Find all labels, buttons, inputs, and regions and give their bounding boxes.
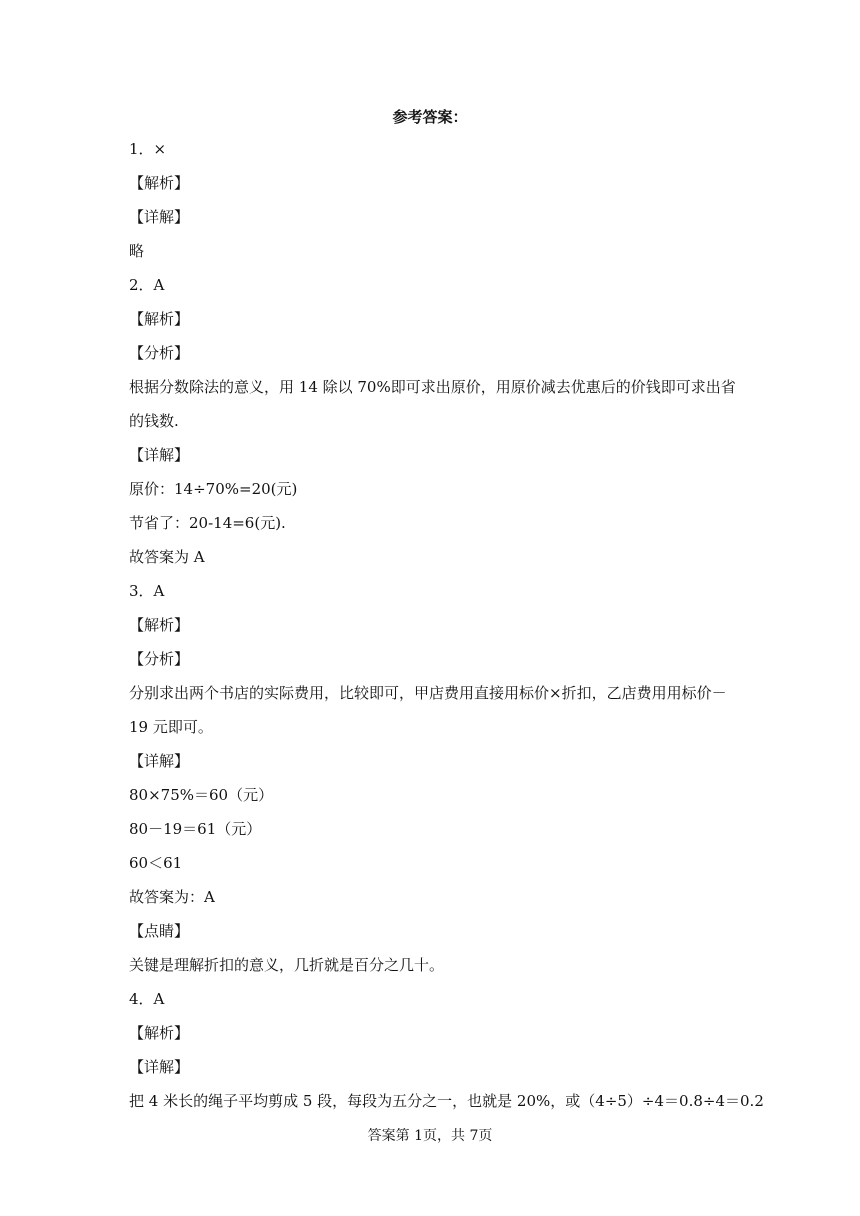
- answer-line: 节省了：20-14=6(元).: [129, 514, 286, 532]
- answer-line: 1．×: [129, 140, 167, 158]
- answer-line: 【解析】: [129, 1024, 190, 1042]
- answer-line: 【详解】: [129, 752, 190, 770]
- answer-line: 19 元即可。: [129, 718, 213, 736]
- answer-line: 故答案为：A: [129, 888, 215, 906]
- answer-line: 80－19＝61（元）: [129, 820, 262, 838]
- page-title: 参考答案：: [392, 108, 468, 126]
- page-footer: 答案第 1页，共 7页: [367, 1128, 493, 1144]
- answer-line: 略: [129, 242, 145, 260]
- answer-line: 原价：14÷70%=20(元): [129, 480, 298, 498]
- answer-content: [129, 132, 764, 1118]
- answer-line: 2．A: [129, 276, 165, 294]
- answer-line: 4．A: [129, 990, 165, 1008]
- answer-line: 【解析】: [129, 174, 190, 192]
- answer-line: 80×75%＝60（元）: [129, 786, 274, 804]
- answer-line: 【解析】: [129, 310, 190, 328]
- answer-line: 分别求出两个书店的实际费用，比较即可，甲店费用直接用标价×折扣，乙店费用用标价－: [129, 684, 727, 702]
- answer-line: 【详解】: [129, 1058, 190, 1076]
- answer-line: 的钱数.: [129, 412, 179, 430]
- answer-line: 故答案为 A: [129, 548, 205, 566]
- answer-line: 3．A: [129, 582, 165, 600]
- answer-line: 【点睛】: [129, 922, 190, 940]
- answer-line: 【详解】: [129, 208, 190, 226]
- answer-line: 根据分数除法的意义，用 14 除以 70%即可求出原价，用原价减去优惠后的价钱即可求出省: [129, 378, 736, 396]
- answer-line: 60＜61: [129, 854, 183, 872]
- answer-line: 【分析】: [129, 344, 190, 362]
- answer-line: 【分析】: [129, 650, 190, 668]
- answer-line: 【详解】: [129, 446, 190, 464]
- answer-line: 把 4 米长的绳子平均剪成 5 段，每段为五分之一，也就是 20%，或（4÷5）÷4＝0.8÷4＝0.2: [129, 1092, 764, 1110]
- answer-line: 关键是理解折扣的意义，几折就是百分之几十。: [129, 956, 445, 974]
- answer-line: 【解析】: [129, 616, 190, 634]
